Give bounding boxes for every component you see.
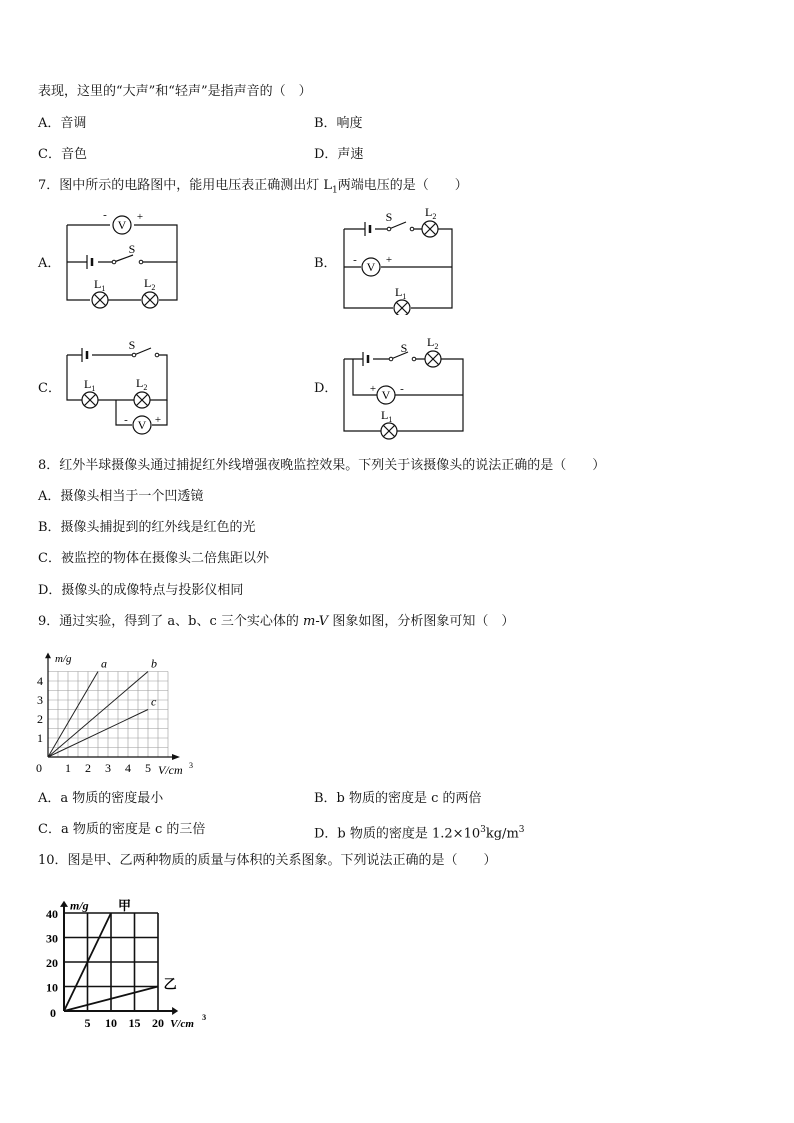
circuit-a-lamp2-label: $L_2$ [144, 276, 156, 292]
series-label-yi: 乙 [163, 976, 177, 992]
q10-stem: 10．图是甲、乙两种物质的质量与体积的关系图象。下列说法正确的是（ ） [38, 853, 497, 868]
y-tick-label: 10 [46, 980, 58, 995]
q7-label-a: A． [38, 256, 61, 271]
q9-chart-axes [45, 653, 180, 761]
q8-stem: 8．红外半球摄像头通过捕捉红外线增强夜晚监控效果。下列关于该摄像头的说法正确的是（ ） [38, 458, 606, 473]
x-tick-label: 20 [152, 1016, 164, 1030]
q7-label-b: B． [314, 256, 337, 271]
q9-chart-grid [48, 672, 168, 758]
circuit-b-voltmeter-minus: - [353, 254, 357, 266]
x-tick-label: 5 [84, 1016, 91, 1030]
circuit-a-voltmeter-symbol: V [117, 218, 127, 232]
y-axis-arrow [60, 901, 68, 907]
x-tick-label: 15 [128, 1016, 141, 1030]
q9-mv-chart [28, 645, 203, 780]
q9-option-d-post: kg/m [485, 826, 519, 842]
y-tick-label: 40 [46, 907, 58, 921]
y-tick-label: 20 [46, 956, 58, 970]
circuit-a-voltmeter-plus: + [136, 211, 144, 223]
q7-label-d: D． [314, 381, 338, 396]
q7-stem-sub: 1 [332, 185, 338, 196]
circuit-c-voltmeter-symbol: V [137, 418, 147, 432]
y-axis-label: m/g [70, 898, 89, 913]
circuit-d-lamp2-label: $L_2$ [427, 335, 439, 351]
y-tick-label: 3 [37, 693, 43, 707]
q9-stem [38, 613, 514, 631]
series-label-c: c [151, 694, 157, 709]
q7-stem-post: 两端电压的是（ ） [337, 178, 468, 193]
y-axis-arrow [45, 653, 51, 659]
circuit-a-lamp1-label: $L_1$ [94, 277, 106, 293]
series-line-a [48, 672, 98, 758]
x-axis-label: V/cm [170, 1018, 194, 1030]
q9-stem-var: m-V [303, 614, 329, 629]
q9-stem-pre: 9．通过实验，得到了 a、b、c 三个实心体的 [38, 614, 304, 629]
y-axis-label: m/g [55, 653, 72, 666]
circuit-c-voltmeter-plus: + [154, 414, 162, 426]
q6-option-b: B．响度 [314, 116, 363, 131]
x-tick-label: 3 [105, 761, 111, 775]
circuit-d-voltmeter-plus: + [369, 383, 377, 395]
x-tick-label: 10 [105, 1016, 117, 1030]
q9-option-b: B．b 物质的密度是 c 的两倍 [314, 791, 482, 806]
q8-option-a: A．摄像头相当于一个凹透镜 [38, 489, 204, 504]
circuit-c-lamp1-label: $L_1$ [84, 377, 96, 393]
series-label-b: b [151, 656, 157, 671]
x-axis-arrow [172, 1007, 178, 1015]
circuit-d-voltmeter-symbol: V [381, 388, 391, 402]
y-tick-label: 2 [37, 712, 43, 726]
q10-chart-grid [64, 913, 158, 1011]
circuit-b-lamp2-label: $L_2$ [425, 205, 437, 221]
x-axis-label: V/cm [158, 763, 183, 777]
x-tick-label: 4 [125, 761, 131, 775]
circuit-c-lamp2-label: $L_2$ [136, 376, 148, 392]
circuit-a-switch-label: S [128, 242, 136, 256]
x-axis-label-sup: 3 [189, 761, 193, 770]
q10-chart-axes [60, 898, 178, 1015]
y-tick-label: 30 [46, 931, 58, 946]
y-tick-label: 1 [37, 731, 43, 745]
q8-option-c: C．被监控的物体在摄像头二倍焦距以外 [38, 551, 269, 566]
circuit-d-diagram [337, 335, 472, 443]
circuit-b-switch-label: S [385, 210, 393, 224]
q8-option-b: B．摄像头捕捉到的红外线是红色的光 [38, 520, 256, 535]
q10-mv-chart [28, 885, 218, 1030]
circuit-b-diagram [337, 205, 462, 315]
q6-option-a: A．音调 [38, 116, 87, 131]
x-tick-label: 2 [85, 761, 91, 775]
x-tick-label: 1 [65, 761, 71, 775]
circuit-a-diagram [60, 205, 185, 315]
series-label-jia: 甲 [118, 898, 132, 913]
q7-label-c: C． [38, 381, 61, 396]
circuit-d-voltmeter-minus: - [400, 383, 404, 395]
circuit-b-lamp1-label: $L_1$ [395, 285, 407, 301]
q9-option-d-sup: 3 [480, 825, 486, 835]
q9-option-a: A．a 物质的密度最小 [38, 791, 164, 806]
q7-stem [38, 177, 468, 200]
series-label-a: a [101, 656, 107, 671]
q6-option-d: D．声速 [314, 147, 364, 162]
q7-stem-pre: 7．图中所示的电路图中，能用电压表正确测出灯 L [38, 178, 333, 193]
q9-option-d-pre: D．b 物质的密度是 1.2×10 [314, 826, 481, 842]
circuit-b-voltmeter-plus: + [385, 254, 393, 266]
y-tick-label: 4 [37, 674, 43, 688]
q9-option-d [314, 821, 525, 843]
circuit-c-voltmeter-minus: - [124, 414, 128, 426]
q8-option-d: D．摄像头的成像特点与投影仪相同 [38, 583, 244, 598]
circuit-c-diagram [60, 335, 185, 443]
origin-label: 0 [50, 1006, 56, 1020]
circuit-d-switch-label: S [400, 341, 408, 355]
q9-option-d-sup2: 3 [518, 825, 525, 835]
circuit-a-voltmeter-minus: - [103, 209, 107, 221]
origin-label: 0 [36, 761, 42, 775]
q6-stem-tail: 表现，这里的“大声”和“轻声”是指声音的（ ） [38, 84, 312, 99]
x-axis-arrow [172, 754, 180, 760]
q9-option-c: C．a 物质的密度是 c 的三倍 [38, 822, 206, 837]
x-tick-label: 5 [145, 761, 151, 775]
q6-option-c: C．音色 [38, 147, 87, 162]
x-axis-label-sup: 3 [202, 1013, 207, 1022]
circuit-b-voltmeter-symbol: V [366, 260, 376, 274]
circuit-c-switch-label: S [128, 338, 136, 352]
circuit-d-lamp1-label: $L_1$ [381, 408, 393, 424]
q9-stem-post: 图象如图，分析图象可知（ ） [328, 614, 515, 629]
